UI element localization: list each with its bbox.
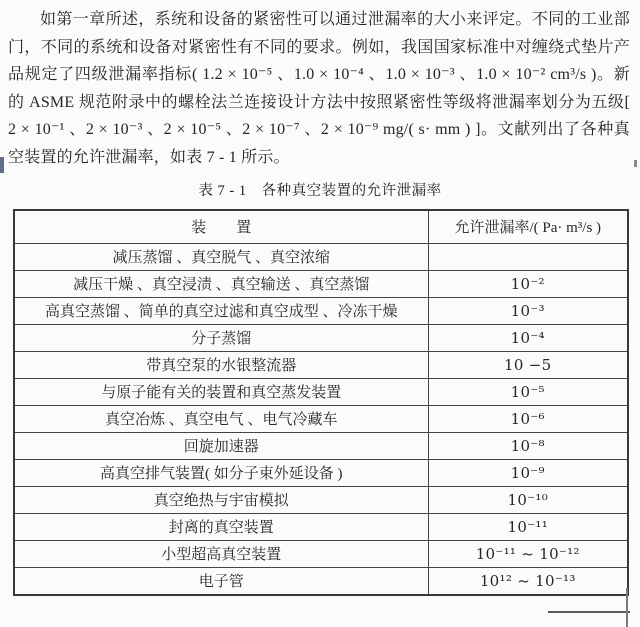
device-cell: 小型超高真空装置 [14,540,428,567]
device-cell: 封离的真空装置 [14,513,428,540]
body-paragraph: 如第一章所述，系统和设备的紧密性可以通过泄漏率的大小来评定。不同的工业部门，不同的系统和设备对紧密性有不同的要求。例如，我国国家标准中对缠绕式垫片产品规定了四级泄漏率指标( 1.2 × 10⁻⁵ 、1.0 × 10⁻⁴ 、1.0 × 10⁻³ 、1.0 × 10⁻² cm³/s )。新的 ASME 规范附录中的螺栓法兰连接设计方法中按照紧密性等级将泄漏率划分为五级[ 2 × 10⁻¹ 、2 × 10⁻³ 、2 × 10⁻⁵ 、2 × 10⁻⁷ 、2 × 10⁻⁹ mg/( s· mm ) ]。文献列出了各种真空装置的允许泄漏率，如表 7 - 1 所示。 [8,11,630,166]
table-header-row [14,210,628,244]
value-cell [428,243,628,270]
table-row [14,324,628,351]
table-row [14,486,628,513]
device-cell: 真空绝热与宇宙模拟 [14,486,428,513]
table-row [14,243,628,270]
value-cell: 10⁻¹¹ [428,513,628,540]
value-cell: 10⁻⁸ [428,432,628,459]
table-row [14,513,628,540]
value-cell: 10⁻¹⁰ [428,486,628,513]
table-row [14,270,628,297]
value-cell: 10⁻⁵ [428,378,628,405]
device-cell: 高真空蒸馏 、简单的真空过滤和真空成型 、冷冻干燥 [14,297,428,324]
value-cell: 10 −5 [428,351,628,378]
table-row [14,297,628,324]
device-cell: 电子管 [14,567,428,595]
scan-artifact-right-tick [634,160,637,167]
device-cell: 与原子能有关的装置和真空蒸发装置 [14,378,428,405]
col-header-device: 装 置 [14,210,428,244]
table-row [14,540,628,567]
table-row [14,351,628,378]
table-row [14,432,628,459]
device-cell: 减压蒸馏 、真空脱气 、真空浓缩 [14,243,428,270]
table-row [14,378,628,405]
value-cell: 10⁻² [428,270,628,297]
col-header-leak-rate: 允许泄漏率/( Pa· m³/s ) [428,210,628,244]
scan-artifact-left-mark [0,157,4,173]
value-cell: 10⁻⁶ [428,405,628,432]
scan-artifact-bottom-line [548,611,630,613]
value-cell: 10⁻⁹ [428,459,628,486]
value-cell: 10¹² ~ 10⁻¹³ [428,567,628,595]
table-row [14,459,628,486]
device-cell: 回旋加速器 [14,432,428,459]
value-cell: 10⁻³ [428,297,628,324]
value-cell: 10⁻⁴ [428,324,628,351]
device-cell: 分子蒸馏 [14,324,428,351]
leak-rate-table [13,209,629,596]
value-cell: 10⁻¹¹ ~ 10⁻¹² [428,540,628,567]
device-cell: 带真空泵的水银整流器 [14,351,428,378]
scan-artifact-right-line [626,588,628,627]
device-cell: 真空冶炼 、真空电气 、电气冷藏车 [14,405,428,432]
device-cell: 高真空排气装置( 如分子束外延设备 ) [14,459,428,486]
table-row [14,567,628,595]
table-title: 表 7 - 1 各种真空装置的允许泄漏率 [198,182,442,199]
device-cell: 减压干燥 、真空浸渍 、真空输送 、真空蒸馏 [14,270,428,297]
table-row [14,405,628,432]
